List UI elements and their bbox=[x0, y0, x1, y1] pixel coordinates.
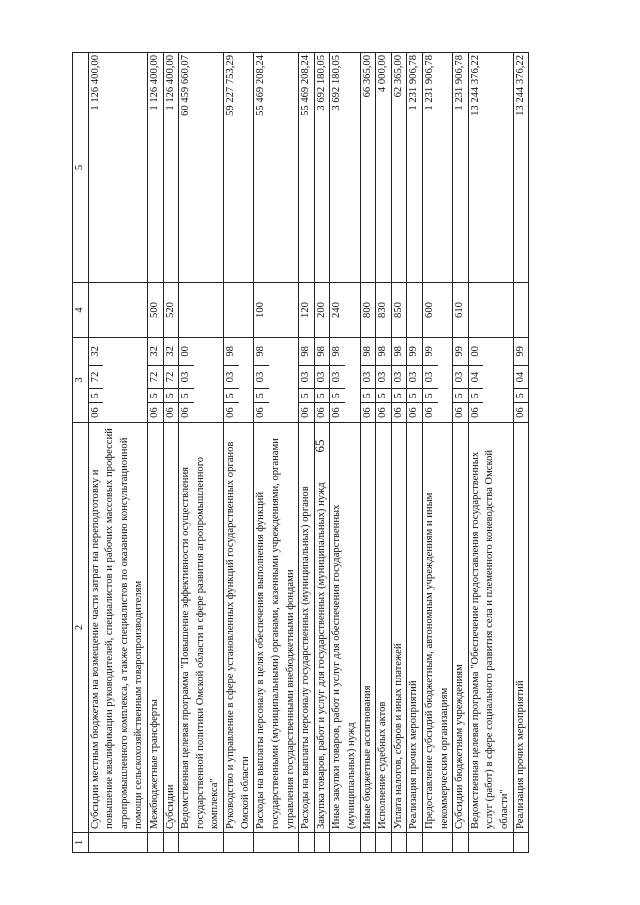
row-empty-cell bbox=[423, 832, 453, 852]
row-code bbox=[513, 337, 529, 422]
row-empty-cell bbox=[163, 832, 179, 852]
row-expense-type: 600 bbox=[423, 282, 453, 337]
code-part: 5 bbox=[392, 388, 407, 402]
row-code bbox=[224, 337, 254, 422]
code-part: 06 bbox=[392, 402, 407, 422]
row-empty-cell bbox=[314, 832, 330, 852]
row-amount: 1 231 906,78 bbox=[407, 52, 423, 282]
row-empty-cell bbox=[88, 832, 147, 852]
header-col-1: 1 bbox=[73, 832, 89, 852]
table-row bbox=[88, 52, 147, 852]
table-row bbox=[391, 52, 407, 852]
table-row bbox=[376, 52, 392, 852]
row-expense-type: 610 bbox=[453, 282, 469, 337]
code-part: 99 bbox=[514, 345, 526, 357]
code-part: 5 bbox=[224, 388, 239, 402]
row-expense-type bbox=[224, 282, 254, 337]
code-part: 03 bbox=[179, 364, 194, 388]
table-row bbox=[423, 52, 453, 852]
row-expense-type: 100 bbox=[254, 282, 299, 337]
row-empty-cell bbox=[376, 832, 392, 852]
row-code bbox=[254, 337, 299, 422]
code-part: 98 bbox=[331, 345, 343, 357]
row-empty-cell bbox=[391, 832, 407, 852]
row-name: Ведомственная целевая программа "Повышение эффективности осуществления государственной политики Омской области в сфере развития агропромышленного комплекса" bbox=[179, 422, 224, 832]
code-part: 04 bbox=[469, 364, 484, 388]
code-part: 5 bbox=[315, 388, 330, 402]
code-part: 5 bbox=[423, 388, 438, 402]
header-col-3: 3 bbox=[73, 337, 89, 422]
code-part: 5 bbox=[361, 388, 376, 402]
row-name: Расходы на выплаты персоналу государственных (муниципальных) органов bbox=[299, 422, 315, 832]
row-name: Субсидии бюджетным учреждениям bbox=[453, 422, 469, 832]
code-part: 5 bbox=[254, 388, 269, 402]
table-row bbox=[360, 52, 376, 852]
row-expense-type bbox=[179, 282, 224, 337]
row-code bbox=[360, 337, 376, 422]
row-expense-type: 830 bbox=[376, 282, 392, 337]
page-number: 65 bbox=[312, 439, 327, 453]
row-name: Исполнение судебных актов bbox=[376, 422, 392, 832]
row-empty-cell bbox=[513, 832, 529, 852]
code-part: 5 bbox=[179, 388, 194, 402]
table-row bbox=[254, 52, 299, 852]
code-part: 5 bbox=[514, 388, 529, 402]
row-amount: 1 231 906,78 bbox=[423, 52, 453, 282]
code-part: 98 bbox=[255, 345, 267, 357]
row-expense-type: 800 bbox=[360, 282, 376, 337]
row-name: Иные бюджетные ассигнования bbox=[360, 422, 376, 832]
table-row bbox=[513, 52, 529, 852]
code-part: 03 bbox=[299, 364, 314, 388]
row-code bbox=[376, 337, 392, 422]
row-expense-type: 520 bbox=[163, 282, 179, 337]
row-code bbox=[391, 337, 407, 422]
row-empty-cell bbox=[254, 832, 299, 852]
code-part: 06 bbox=[361, 402, 376, 422]
row-amount: 4 000,00 bbox=[376, 52, 392, 282]
row-code bbox=[453, 337, 469, 422]
code-part: 5 bbox=[89, 388, 104, 402]
code-part: 32 bbox=[89, 345, 101, 357]
row-amount: 55 469 208,24 bbox=[254, 52, 299, 282]
code-part: 5 bbox=[330, 388, 345, 402]
code-part: 06 bbox=[254, 402, 269, 422]
row-amount: 59 227 753,29 bbox=[224, 52, 254, 282]
code-part: 98 bbox=[361, 345, 373, 357]
table-row bbox=[163, 52, 179, 852]
code-part: 06 bbox=[179, 402, 194, 422]
row-name: Руководство и управление в сфере установленных функций государственных органов Омской области bbox=[224, 422, 254, 832]
row-amount: 1 126 400,00 bbox=[88, 52, 147, 282]
code-part: 5 bbox=[407, 388, 422, 402]
row-code bbox=[88, 337, 147, 422]
table-row bbox=[299, 52, 315, 852]
code-part: 06 bbox=[299, 402, 314, 422]
header-col-4: 4 bbox=[73, 282, 89, 337]
code-part: 72 bbox=[89, 364, 104, 388]
header-col-5: 5 bbox=[73, 52, 89, 282]
row-code bbox=[407, 337, 423, 422]
row-amount: 62 365,00 bbox=[391, 52, 407, 282]
row-name: Закупка товаров, работ и услуг для государственных (муниципальных) нужд bbox=[314, 422, 330, 832]
code-part: 5 bbox=[469, 388, 484, 402]
row-expense-type: 500 bbox=[148, 282, 164, 337]
row-name: Иные закупки товаров, работ и услуг для обеспечения государственных (муниципальных) нужд bbox=[330, 422, 360, 832]
row-code bbox=[314, 337, 330, 422]
code-part: 06 bbox=[453, 402, 468, 422]
code-part: 03 bbox=[376, 364, 391, 388]
table-row bbox=[407, 52, 423, 852]
code-part: 98 bbox=[377, 345, 389, 357]
row-empty-cell bbox=[179, 832, 224, 852]
row-name: Ведомственная целевая программа "Обеспечение предоставления государственных услуг (работ) в сфере социального развития села и племенного коневодства Омской области" bbox=[468, 422, 513, 832]
row-name: Реализация прочих мероприятий bbox=[513, 422, 529, 832]
code-part: 03 bbox=[224, 364, 239, 388]
row-empty-cell bbox=[224, 832, 254, 852]
row-name: Субсидии местным бюджетам на возмещение части затрат на переподготовку и повышение квалификации руководителей, специалистов и рабочих массовых профессий агропромышленного комплекса, а также специалистов по оказанию консультационной помощи сельскохозяйственным товаропроизводителям bbox=[88, 422, 147, 832]
row-amount: 13 244 376,22 bbox=[513, 52, 529, 282]
row-name: Реализация прочих мероприятий bbox=[407, 422, 423, 832]
row-expense-type: 120 bbox=[299, 282, 315, 337]
row-code bbox=[468, 337, 513, 422]
code-part: 06 bbox=[376, 402, 391, 422]
code-part: 06 bbox=[89, 402, 104, 422]
row-expense-type: 850 bbox=[391, 282, 407, 337]
code-part: 03 bbox=[423, 364, 438, 388]
code-part: 03 bbox=[254, 364, 269, 388]
code-part: 06 bbox=[224, 402, 239, 422]
code-part: 98 bbox=[300, 345, 312, 357]
code-part: 06 bbox=[148, 402, 163, 422]
code-part: 72 bbox=[164, 364, 179, 388]
code-part: 98 bbox=[225, 345, 237, 357]
table-row bbox=[314, 52, 330, 852]
row-empty-cell bbox=[360, 832, 376, 852]
code-part: 06 bbox=[330, 402, 345, 422]
code-part: 32 bbox=[164, 345, 176, 357]
code-part: 99 bbox=[408, 345, 420, 357]
table-row bbox=[224, 52, 254, 852]
row-name: Расходы на выплаты персоналу в целях обеспечения выполнения функций государственными (муниципальными) органами, казенными учреждениями, органами управления государственными внебюджетными фондами bbox=[254, 422, 299, 832]
code-part: 5 bbox=[299, 388, 314, 402]
row-name: Субсидии bbox=[163, 422, 179, 832]
row-amount: 13 244 376,22 bbox=[468, 52, 513, 282]
row-amount: 3 692 180,05 bbox=[330, 52, 360, 282]
row-expense-type: 200 bbox=[314, 282, 330, 337]
row-name: Межбюджетные трансферты bbox=[148, 422, 164, 832]
row-code bbox=[423, 337, 453, 422]
row-empty-cell bbox=[299, 832, 315, 852]
table-row bbox=[453, 52, 469, 852]
row-code bbox=[148, 337, 164, 422]
row-code bbox=[330, 337, 360, 422]
table-row bbox=[330, 52, 360, 852]
row-amount: 3 692 180,05 bbox=[314, 52, 330, 282]
table-row bbox=[179, 52, 224, 852]
row-expense-type bbox=[468, 282, 513, 337]
code-part: 03 bbox=[392, 364, 407, 388]
code-part: 06 bbox=[164, 402, 179, 422]
row-empty-cell bbox=[330, 832, 360, 852]
rotated-page bbox=[72, 53, 552, 853]
row-code bbox=[163, 337, 179, 422]
code-part: 5 bbox=[148, 388, 163, 402]
row-amount: 1 126 400,00 bbox=[148, 52, 164, 282]
code-part: 99 bbox=[424, 345, 436, 357]
row-empty-cell bbox=[453, 832, 469, 852]
code-part: 5 bbox=[453, 388, 468, 402]
code-part: 04 bbox=[514, 364, 529, 388]
budget-table bbox=[72, 52, 529, 853]
code-part: 5 bbox=[376, 388, 391, 402]
code-part: 32 bbox=[149, 345, 161, 357]
code-part: 03 bbox=[361, 364, 376, 388]
code-part: 06 bbox=[469, 402, 484, 422]
row-amount: 1 126 400,00 bbox=[163, 52, 179, 282]
row-expense-type bbox=[88, 282, 147, 337]
row-empty-cell bbox=[148, 832, 164, 852]
code-part: 99 bbox=[454, 345, 466, 357]
code-part: 06 bbox=[407, 402, 422, 422]
code-part: 03 bbox=[407, 364, 422, 388]
code-part: 06 bbox=[514, 402, 529, 422]
row-amount: 1 231 906,78 bbox=[453, 52, 469, 282]
row-expense-type bbox=[407, 282, 423, 337]
header-col-2: 2 bbox=[73, 422, 89, 832]
code-part: 00 bbox=[469, 345, 481, 357]
row-amount: 55 469 208,24 bbox=[299, 52, 315, 282]
code-part: 98 bbox=[392, 345, 404, 357]
code-part: 98 bbox=[315, 345, 327, 357]
row-expense-type bbox=[513, 282, 529, 337]
row-code bbox=[299, 337, 315, 422]
code-part: 5 bbox=[164, 388, 179, 402]
row-code bbox=[179, 337, 224, 422]
code-part: 03 bbox=[315, 364, 330, 388]
row-empty-cell bbox=[468, 832, 513, 852]
row-empty-cell bbox=[407, 832, 423, 852]
row-name: Уплата налогов, сборов и иных платежей bbox=[391, 422, 407, 832]
table-row bbox=[468, 52, 513, 852]
code-part: 03 bbox=[453, 364, 468, 388]
code-part: 06 bbox=[423, 402, 438, 422]
row-amount: 66 365,00 bbox=[360, 52, 376, 282]
code-part: 03 bbox=[330, 364, 345, 388]
code-part: 72 bbox=[148, 364, 163, 388]
table-row bbox=[148, 52, 164, 852]
row-amount: 60 459 660,07 bbox=[179, 52, 224, 282]
row-name: Предоставление субсидий бюджетным, автономным учреждениям и иным некоммерческим организациям bbox=[423, 422, 453, 832]
header-row bbox=[73, 52, 89, 852]
code-part: 00 bbox=[180, 345, 192, 357]
row-expense-type: 240 bbox=[330, 282, 360, 337]
code-part: 06 bbox=[315, 402, 330, 422]
